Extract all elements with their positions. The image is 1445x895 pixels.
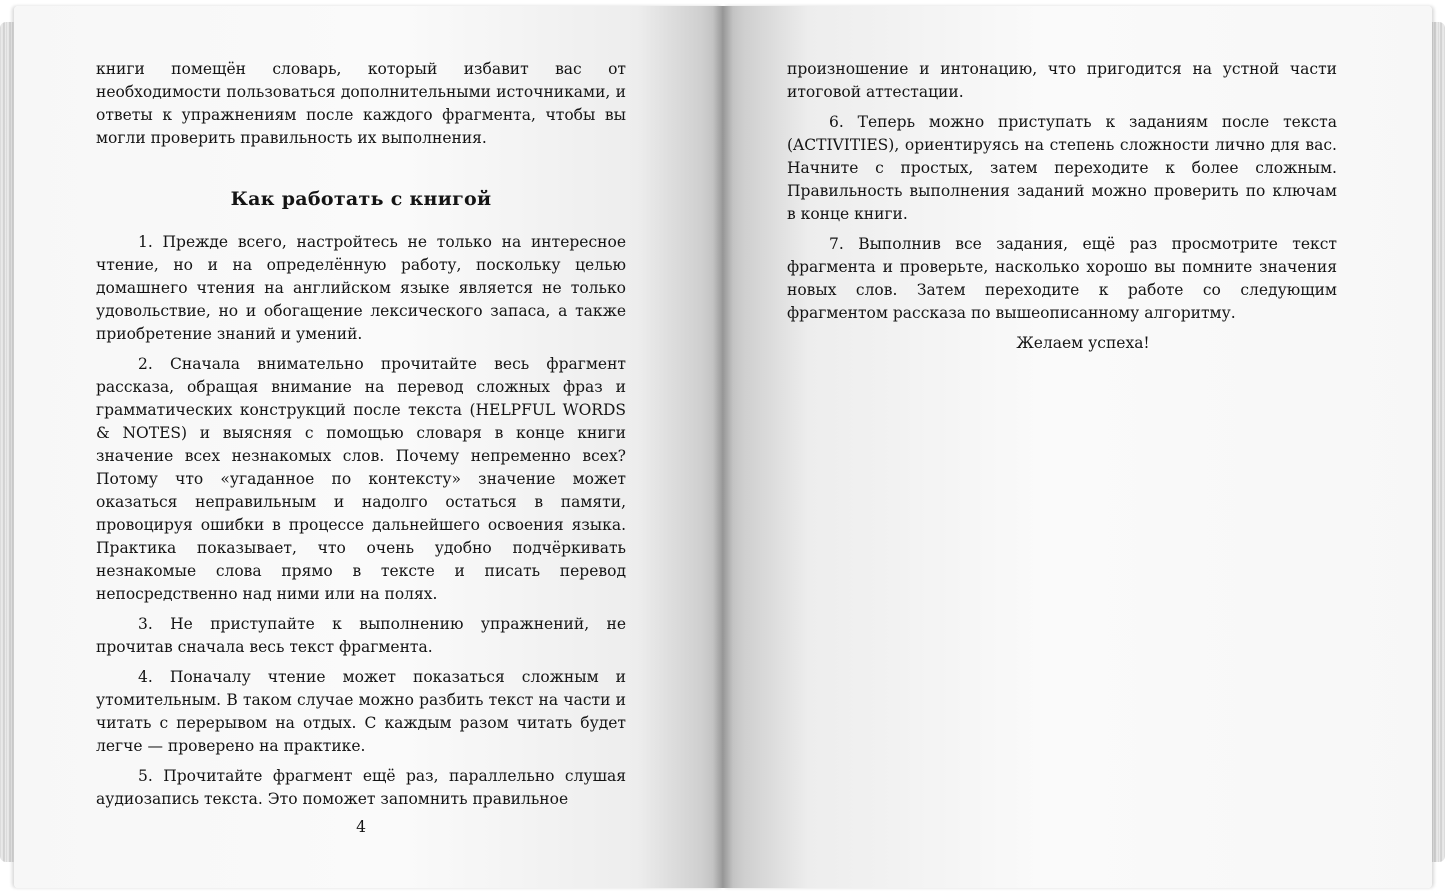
left-page-text — [96, 58, 626, 818]
right-page-text — [787, 58, 1337, 362]
section-heading: Как работать с книгой — [230, 188, 492, 210]
right-continuation-paragraph: произношение и интонацию, что пригодится на устной части итоговой аттестации. — [787, 60, 1337, 101]
instruction-item-4: 4. Поначалу чтение может показаться сложным и утомительным. В таком случае можно разбить текст на части и читать с перерывом на отдых. С каждым разом читать будет легче — проверено на практике. — [96, 668, 626, 755]
instruction-item-6: 6. Теперь можно приступать к заданиям после текста (ACTIVITIES), ориентируясь на степень сложности лично для вас. Начните с простых, затем переходите к более сложным. Правильность выполнения заданий можно проверить по ключам в конце книги. — [787, 113, 1337, 223]
closing-wish: Желаем успеха! — [1016, 334, 1150, 352]
left-continuation-paragraph: книги помещён словарь, который избавит вас от необходимости пользоваться дополнительными источниками, и ответы к упражнениям после каждого фрагмента, чтобы вы могли проверить правильность их выполнения. — [96, 60, 626, 147]
instruction-item-2: 2. Сначала внимательно прочитайте весь фрагмент рассказа, обращая внимание на перевод сложных фраз и грамматических конструкций после текста (HELPFUL WORDS & NOTES) и выясняя с помощью словаря в конце книги значение всех незнакомых слов. Почему непременно всех? Потому что «угаданное по контексту» значение может оказаться неправильным и надолго остаться в памяти, провоцируя ошибки в процессе дальнейшего освоения языка. Практика показывает, что очень удобно подчёркивать незнакомые слова прямо в тексте и писать перевод непосредственно над ними или на полях. — [96, 355, 626, 603]
instruction-item-1: 1. Прежде всего, настройтесь не только на интересное чтение, но и на определённую работу, поскольку целью домашнего чтения на английском языке является не только удовольствие, но и обогащение лексического запаса, а также приобретение знаний и умений. — [96, 233, 626, 343]
right-page — [723, 6, 1432, 888]
instruction-item-7: 7. Выполнив все задания, ещё раз просмотрите текст фрагмента и проверьте, насколько хорошо вы помните значения новых слов. Затем переходите к работе со следующим фрагментом рассказа по вышеописанному алгоритму. — [787, 235, 1337, 322]
left-page — [14, 6, 723, 888]
instruction-item-3: 3. Не приступайте к выполнению упражнений, не прочитав сначала весь текст фрагмента. — [96, 615, 626, 656]
page-number: 4 — [356, 818, 366, 836]
instruction-item-5: 5. Прочитайте фрагмент ещё раз, параллельно слушая аудиозапись текста. Это поможет запомнить правильное — [96, 767, 626, 808]
book-gutter-shadow — [713, 6, 733, 888]
